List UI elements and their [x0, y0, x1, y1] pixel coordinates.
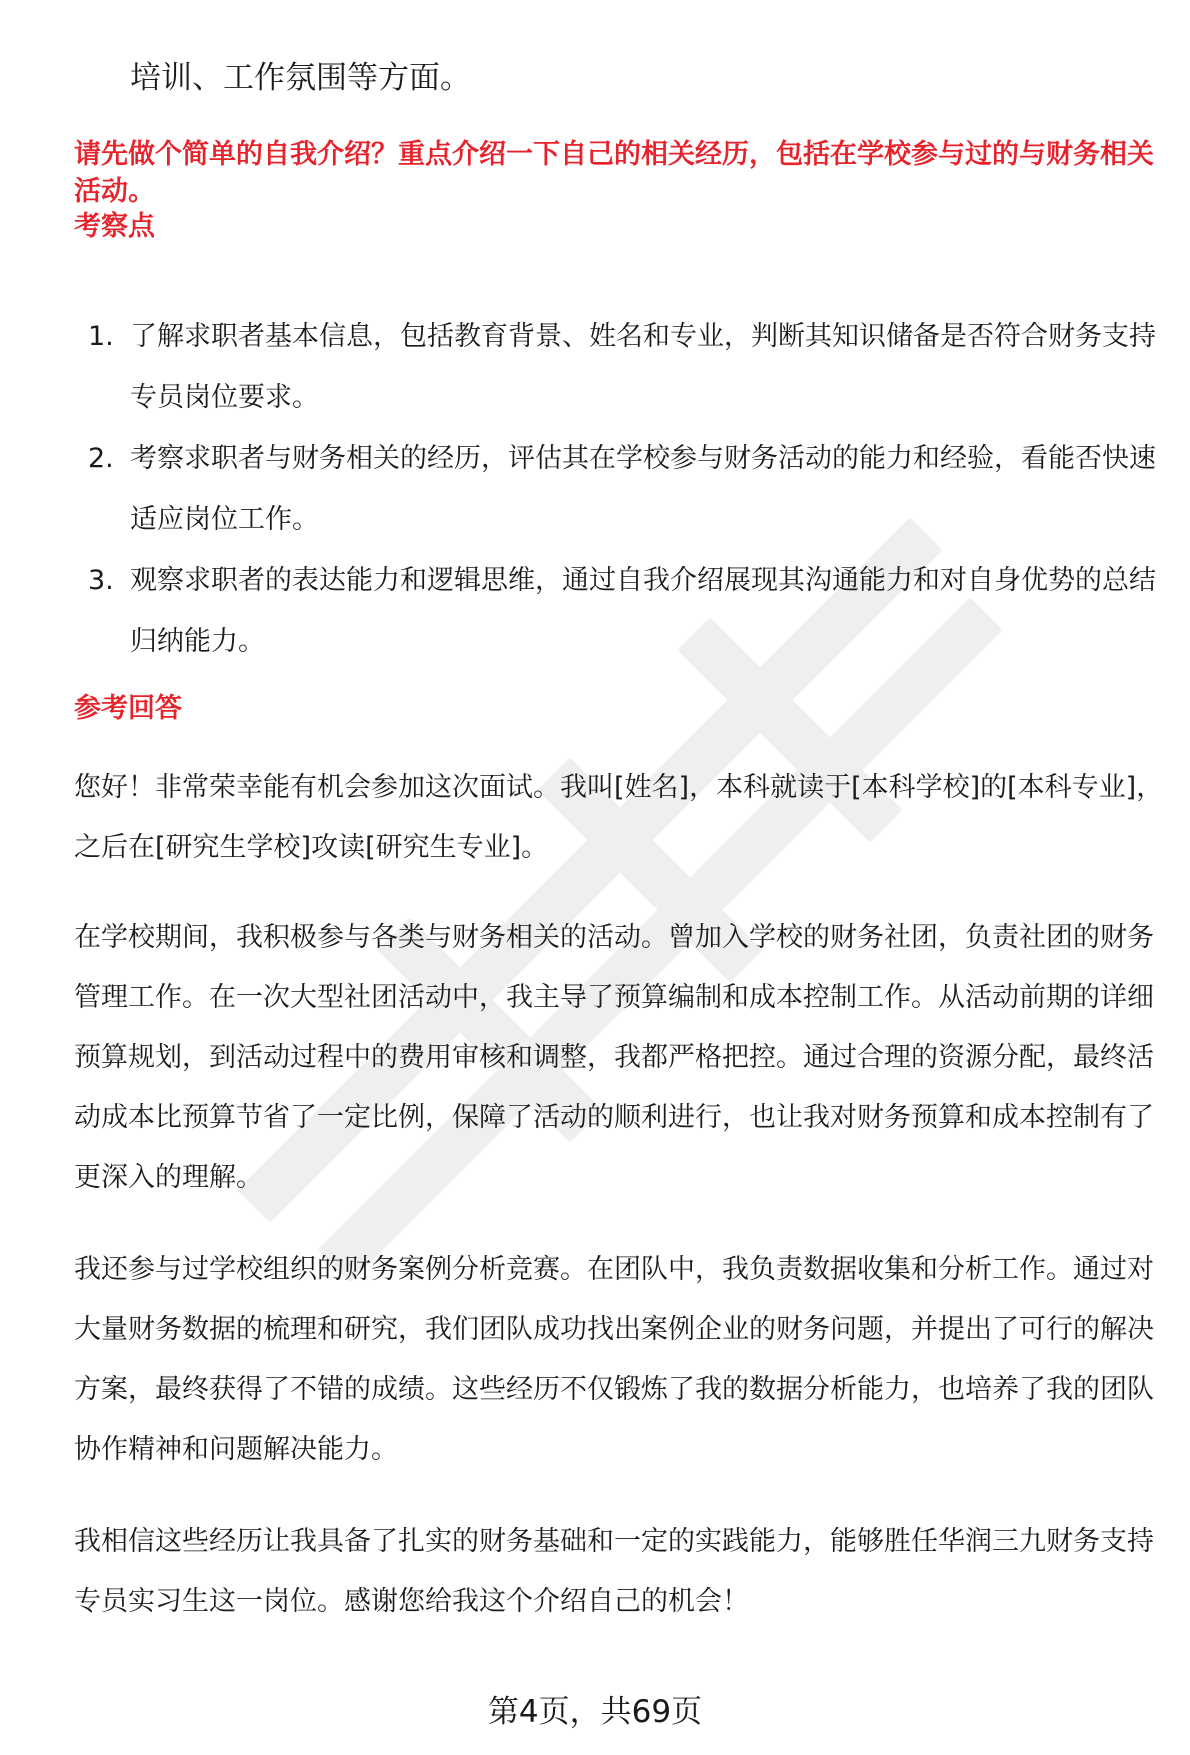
answer-paragraph: 我还参与过学校组织的财务案例分析竞赛。在团队中，我负责数据收集和分析工作。通过对大量财务数据的梳理和研究，我们团队成功找出案例企业的财务问题，并提出了可行的解决方案，最终获得了不错的成绩。这些经历不仅锻炼了我的数据分析能力，也培养了我的团队协作精神和问题解决能力。 — [74, 1254, 1154, 1465]
exam-points-list — [74, 306, 1164, 672]
exam-point-number: 2. — [88, 443, 114, 474]
interview-question: 请先做个简单的自我介绍？重点介绍一下自己的相关经历，包括在学校参与过的与财务相关活动。 — [74, 139, 1154, 207]
answer-paragraph: 您好！非常荣幸能有机会参加这次面试。我叫[姓名]，本科就读于[本科学校]的[本科专业]，之后在[研究生学校]攻读[研究生专业]。 — [74, 772, 1164, 863]
exam-point-item — [74, 306, 1164, 428]
exam-point-number: 1. — [88, 321, 114, 352]
exam-point-text: 观察求职者的表达能力和逻辑思维，通过自我介绍展现其沟通能力和对自身优势的总结归纳能力。 — [130, 565, 1156, 657]
exam-point-text: 了解求职者基本信息，包括教育背景、姓名和专业，判断其知识储备是否符合财务支持专员岗位要求。 — [130, 321, 1156, 413]
exam-point-text: 考察求职者与财务相关的经历，评估其在学校参与财务活动的能力和经验，看能否快速适应岗位工作。 — [130, 443, 1156, 535]
continuation-line: 培训、工作氛围等方面。 — [130, 60, 471, 96]
exam-point-number: 3. — [88, 565, 114, 596]
answer-paragraph: 我相信这些经历让我具备了扎实的财务基础和一定的实践能力，能够胜任华润三九财务支持专员实习生这一岗位。感谢您给我这个介绍自己的机会！ — [74, 1526, 1154, 1617]
exam-point-item — [74, 550, 1164, 672]
reference-answer-heading: 参考回答 — [74, 693, 182, 724]
exam-point-item — [74, 428, 1164, 550]
exam-points-heading: 考察点 — [74, 211, 155, 242]
answer-paragraph: 在学校期间，我积极参与各类与财务相关的活动。曾加入学校的财务社团，负责社团的财务管理工作。在一次大型社团活动中，我主导了预算编制和成本控制工作。从活动前期的详细预算规划，到活动过程中的费用审核和调整，我都严格把控。通过合理的资源分配，最终活动成本比预算节省了一定比例，保障了活动的顺利进行，也让我对财务预算和成本控制有了更深入的理解。 — [74, 922, 1154, 1193]
page-number-footer: 第4页，共69页 — [487, 1694, 703, 1730]
